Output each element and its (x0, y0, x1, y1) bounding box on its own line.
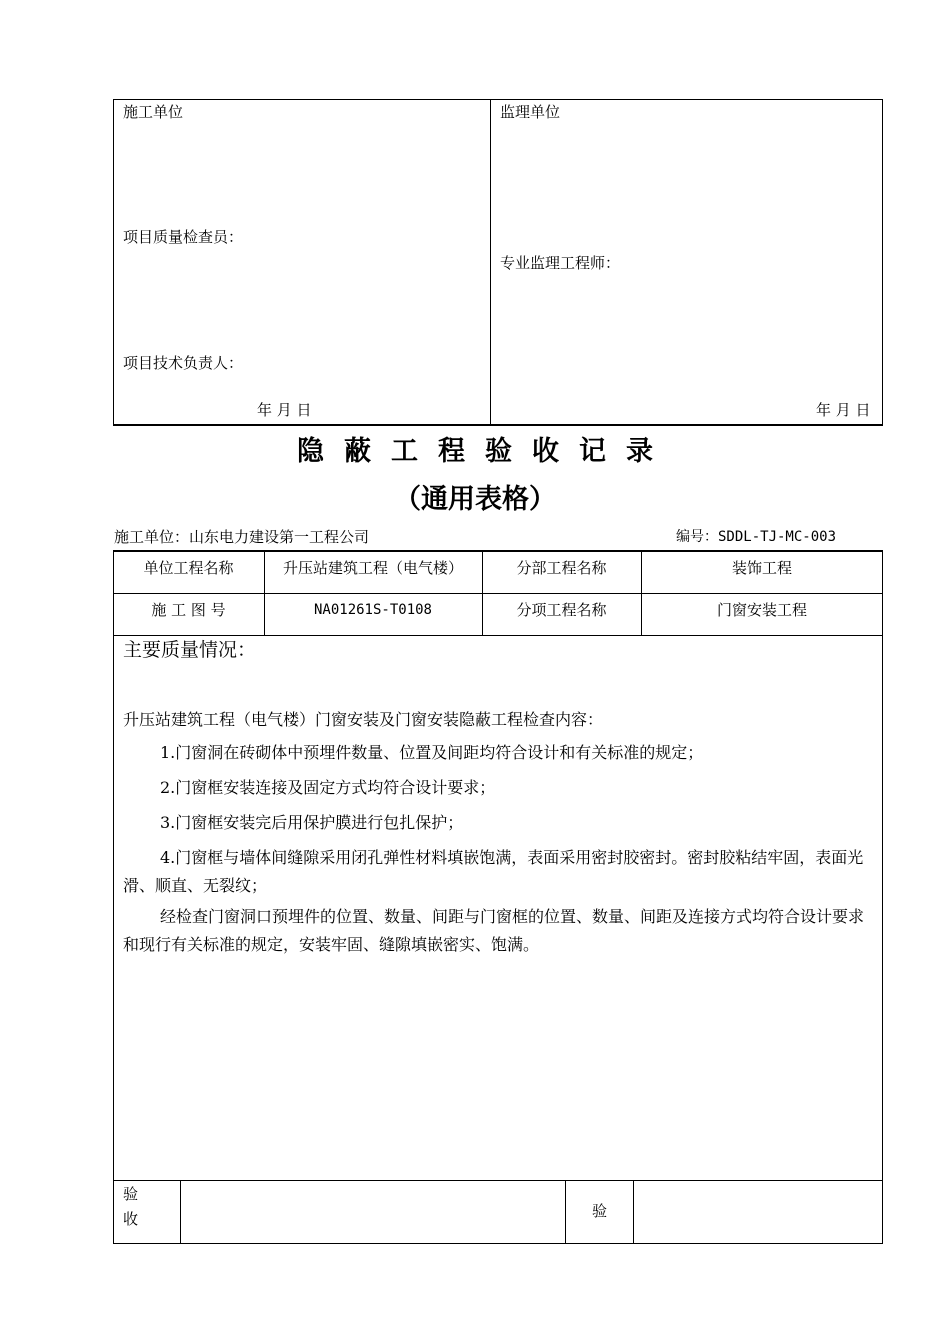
unit-project-name-value: 升压站建筑工程（电气楼） (282, 559, 463, 577)
quality-item-3: 3.门窗框安装完后用保护膜进行包扎保护； (160, 813, 464, 832)
quality-conclusion: 经检查门窗洞口预埋件的位置、数量、间距与门窗框的位置、数量、间距及连接方式均符合设计要求和现行有关标准的规定，安装牢固、缝隙填嵌密实、饱满。 (123, 907, 865, 954)
item-project-name-label: 分项工程名称 (516, 601, 607, 619)
acceptance-top-line (113, 1180, 883, 1181)
acceptance-col-3 (633, 1180, 634, 1244)
unit-project-name-label: 单位工程名称 (143, 559, 234, 577)
quality-item-1: 1.门窗洞在砖砌体中预埋件数量、位置及间距均符合设计和有关标准的规定； (160, 743, 704, 762)
quality-intro: 升压站建筑工程（电气楼）门窗安装及门窗安装隐蔽工程检查内容： (123, 710, 604, 729)
tech-lead-label: 项目技术负责人： (123, 354, 244, 372)
item-project-name-value: 门窗安装工程 (716, 601, 807, 619)
supervision-unit-label: 监理单位 (500, 103, 561, 121)
quality-inspector-label: 项目质量检查员： (123, 228, 244, 246)
sub-project-name-label: 分部工程名称 (516, 559, 607, 577)
info-row-divider (113, 593, 883, 594)
acceptance-label-left-1: 验 (123, 1185, 139, 1203)
page-subtitle: （通用表格） (394, 484, 556, 515)
construction-unit-label: 施工单位 (123, 103, 184, 121)
quality-item-4: 4.门窗框与墙体间缝隙采用闭孔弹性材料填嵌饱满，表面采用密封胶密封。密封胶粘结牢固，表面光滑、顺直、无裂纹； (123, 848, 864, 895)
quality-item-2: 2.门窗框安装连接及固定方式均符合设计要求； (160, 778, 496, 797)
date-left: 年 月 日 (257, 401, 312, 419)
construction-unit-line: 施工单位：山东电力建设第一工程公司 (114, 528, 370, 546)
info-bottom-line (113, 635, 883, 636)
supervising-engineer-label: 专业监理工程师： (500, 254, 621, 272)
acceptance-col-2 (565, 1180, 566, 1244)
acceptance-label-right: 验 (592, 1202, 608, 1220)
drawing-number-value: NA01261S-T0108 (313, 602, 432, 618)
sub-project-name-value: 装饰工程 (731, 559, 792, 577)
quality-heading: 主要质量情况： (123, 639, 257, 661)
drawing-number-label: 施 工 图 号 (151, 601, 226, 619)
sign-off-divider (490, 99, 491, 426)
acceptance-label-left-2: 收 (123, 1210, 139, 1228)
date-right: 年 月 日 (816, 401, 871, 419)
page-title: 隐蔽工程验收记录 (297, 436, 673, 467)
document-code: 编号：SDDL-TJ-MC-003 (676, 529, 837, 545)
sign-off-block (113, 99, 883, 426)
acceptance-col-1 (180, 1180, 181, 1244)
